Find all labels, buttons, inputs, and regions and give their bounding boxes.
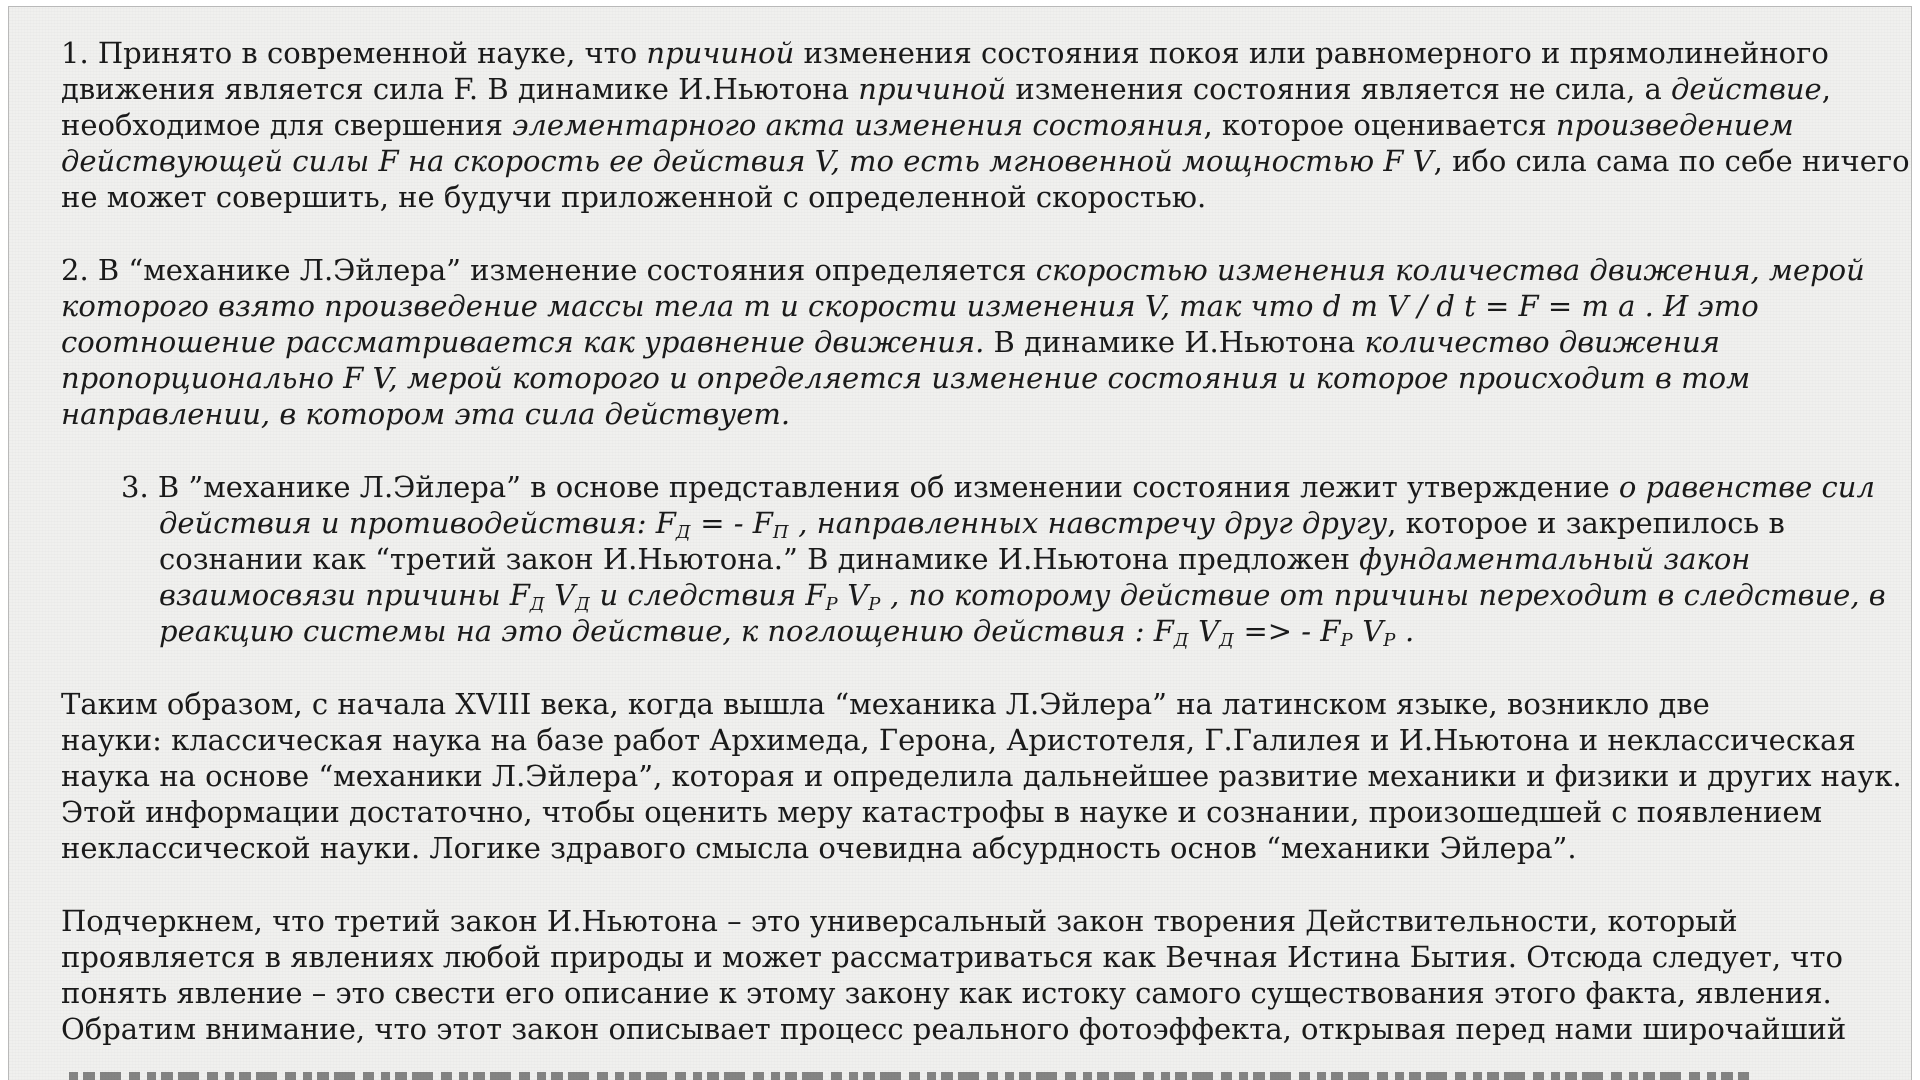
text-run: действие — [1671, 72, 1822, 106]
text-run: направлении, в котором эта сила действует. — [61, 397, 791, 431]
text-run: изменения состояния покоя или равномерного и прямолинейного — [794, 36, 1829, 70]
text-run: изменения состояния является не сила, а — [1006, 72, 1672, 106]
text-run: взаимосвязи причины F — [159, 578, 530, 612]
formula-subscript: Д — [1173, 630, 1189, 652]
text-run: В динамике И.Ньютона — [984, 325, 1365, 359]
text-line — [61, 107, 1891, 143]
document-body — [61, 35, 1910, 1047]
paragraph-3 — [121, 469, 1891, 652]
text-run: причиной — [858, 72, 1007, 106]
text-run: 2. В “механике Л.Эйлера” изменение состояния определяется — [61, 253, 1036, 287]
text-line — [61, 722, 1891, 758]
formula-subscript: P — [825, 594, 839, 616]
text-run: фундаментальный закон — [1359, 542, 1751, 576]
text-line — [61, 686, 1891, 722]
text-run: действия и противодействия: F — [159, 506, 676, 540]
text-run: , направленных навстречу друг другу — [789, 506, 1388, 540]
paragraph-2 — [61, 252, 1891, 432]
text-run: движения является сила F. В динамике И.Ньютона — [61, 72, 859, 106]
formula-subscript: Д — [675, 522, 691, 544]
text-run: V — [838, 578, 869, 612]
text-run: элементарного акта изменения состояния — [512, 108, 1204, 142]
text-run: 1. Принято в современной науке, что — [61, 36, 647, 70]
formula-subscript: Д — [1219, 630, 1235, 652]
text-run: соотношение рассматривается как уравнение движения. — [61, 325, 985, 359]
text-line — [121, 577, 1891, 616]
text-run: действующей силы F на скорость ее действия V, то есть мгновенной мощностью F V — [61, 144, 1434, 178]
text-line — [121, 469, 1891, 505]
text-line — [121, 541, 1891, 577]
text-line — [61, 396, 1891, 432]
text-run: . — [1395, 614, 1415, 648]
text-line — [61, 975, 1891, 1011]
text-run: количество движения — [1364, 325, 1720, 359]
text-run: V — [1188, 614, 1220, 648]
text-line — [121, 505, 1891, 544]
text-run: наука на основе “механики Л.Эйлера”, которая и определила дальнейшее развитие механики и физики и других наук. — [61, 759, 1902, 793]
text-run: , — [1821, 72, 1831, 106]
text-run: сознании как “третий закон И.Ньютона.” В динамике И.Ньютона предложен — [159, 542, 1360, 576]
text-run: не может совершить, не будучи приложенной с определенной скоростью. — [61, 180, 1207, 214]
text-line — [61, 1011, 1891, 1047]
text-run: понять явление – это свести его описание к этому закону как истоку самого существования этого факта, явления. — [61, 976, 1832, 1010]
formula-subscript: P — [1340, 630, 1354, 652]
paragraph-1 — [61, 35, 1910, 215]
paragraph-5 — [61, 903, 1891, 1047]
text-run: Таким образом, с начала XVIII века, когда вышла “механика Л.Эйлера” на латинском языке, возникло две — [61, 687, 1710, 721]
text-run: скоростью изменения количества движения, мерой — [1035, 253, 1865, 287]
text-run: , которое оценивается — [1203, 108, 1556, 142]
text-line — [61, 324, 1891, 360]
text-line — [61, 830, 1891, 866]
text-line — [61, 35, 1891, 71]
text-line — [61, 794, 1891, 830]
text-run: Этой информации достаточно, чтобы оценить меру катастрофы в науке и сознании, произошедшей с появлением — [61, 795, 1823, 829]
text-line — [61, 288, 1891, 324]
text-run: проявляется в явлениях любой природы и может рассматриваться как Вечная Истина Бытия. Отсюда следует, что — [61, 940, 1843, 974]
text-line — [61, 903, 1891, 939]
text-run: реакцию системы на это действие, к поглощению действия : F — [159, 614, 1174, 648]
text-line — [61, 179, 1891, 215]
text-line — [61, 143, 1910, 179]
text-run: которого взято произведение массы тела m и скорости изменения V, так что d m V / d t = F = m a . И это — [61, 289, 1759, 323]
text-run: V — [1353, 614, 1384, 648]
text-line — [61, 939, 1891, 975]
text-run: произведением — [1555, 108, 1794, 142]
cropped-bottom-text-line — [69, 1072, 1749, 1080]
text-run: науки: классическая наука на базе работ Архимеда, Герона, Аристотеля, Г.Галилея и И.Ньютона и неклассическая — [61, 723, 1856, 757]
text-run: => - F — [1234, 614, 1341, 648]
text-run: о равенстве сил — [1618, 470, 1875, 504]
text-run: пропорционально F V, мерой которого и определяется изменение состояния и которое происходит в том — [61, 361, 1751, 395]
text-line — [61, 758, 1902, 794]
text-run: Обратим внимание, что этот закон описывает процесс реального фотоэффекта, открывая перед нами широчайший — [61, 1012, 1847, 1046]
text-run: неклассической науки. Логике здравого смысла очевидна абсурдность основ “механики Эйлера”. — [61, 831, 1577, 865]
text-run: Подчеркнем, что третий закон И.Ньютона – это универсальный закон творения Действительности, который — [61, 904, 1738, 938]
formula-subscript: P — [868, 594, 881, 616]
formula-subscript: П — [772, 522, 790, 544]
text-run: , ибо сила сама по себе ничего — [1433, 144, 1910, 178]
text-run: , по которому действие от причины переходит в следствие, в — [880, 578, 1886, 612]
text-run: , которое и закрепилось в — [1387, 506, 1785, 540]
text-run: и следствия F — [590, 578, 826, 612]
text-run: = - F — [690, 506, 773, 540]
formula-subscript: Д — [575, 594, 591, 616]
text-run: причиной — [646, 36, 795, 70]
document-page — [8, 6, 1912, 1080]
text-run: необходимое для свершения — [61, 108, 513, 142]
text-run: 3. В ”механике Л.Эйлера” в основе представления об изменении состояния лежит утверждение — [121, 470, 1619, 504]
text-line — [61, 360, 1891, 396]
text-run: V — [545, 578, 576, 612]
paragraph-4 — [61, 686, 1902, 866]
formula-subscript: P — [1383, 630, 1396, 652]
formula-subscript: Д — [529, 594, 546, 616]
text-line — [61, 71, 1891, 107]
text-line — [61, 252, 1891, 288]
text-line — [121, 613, 1891, 652]
